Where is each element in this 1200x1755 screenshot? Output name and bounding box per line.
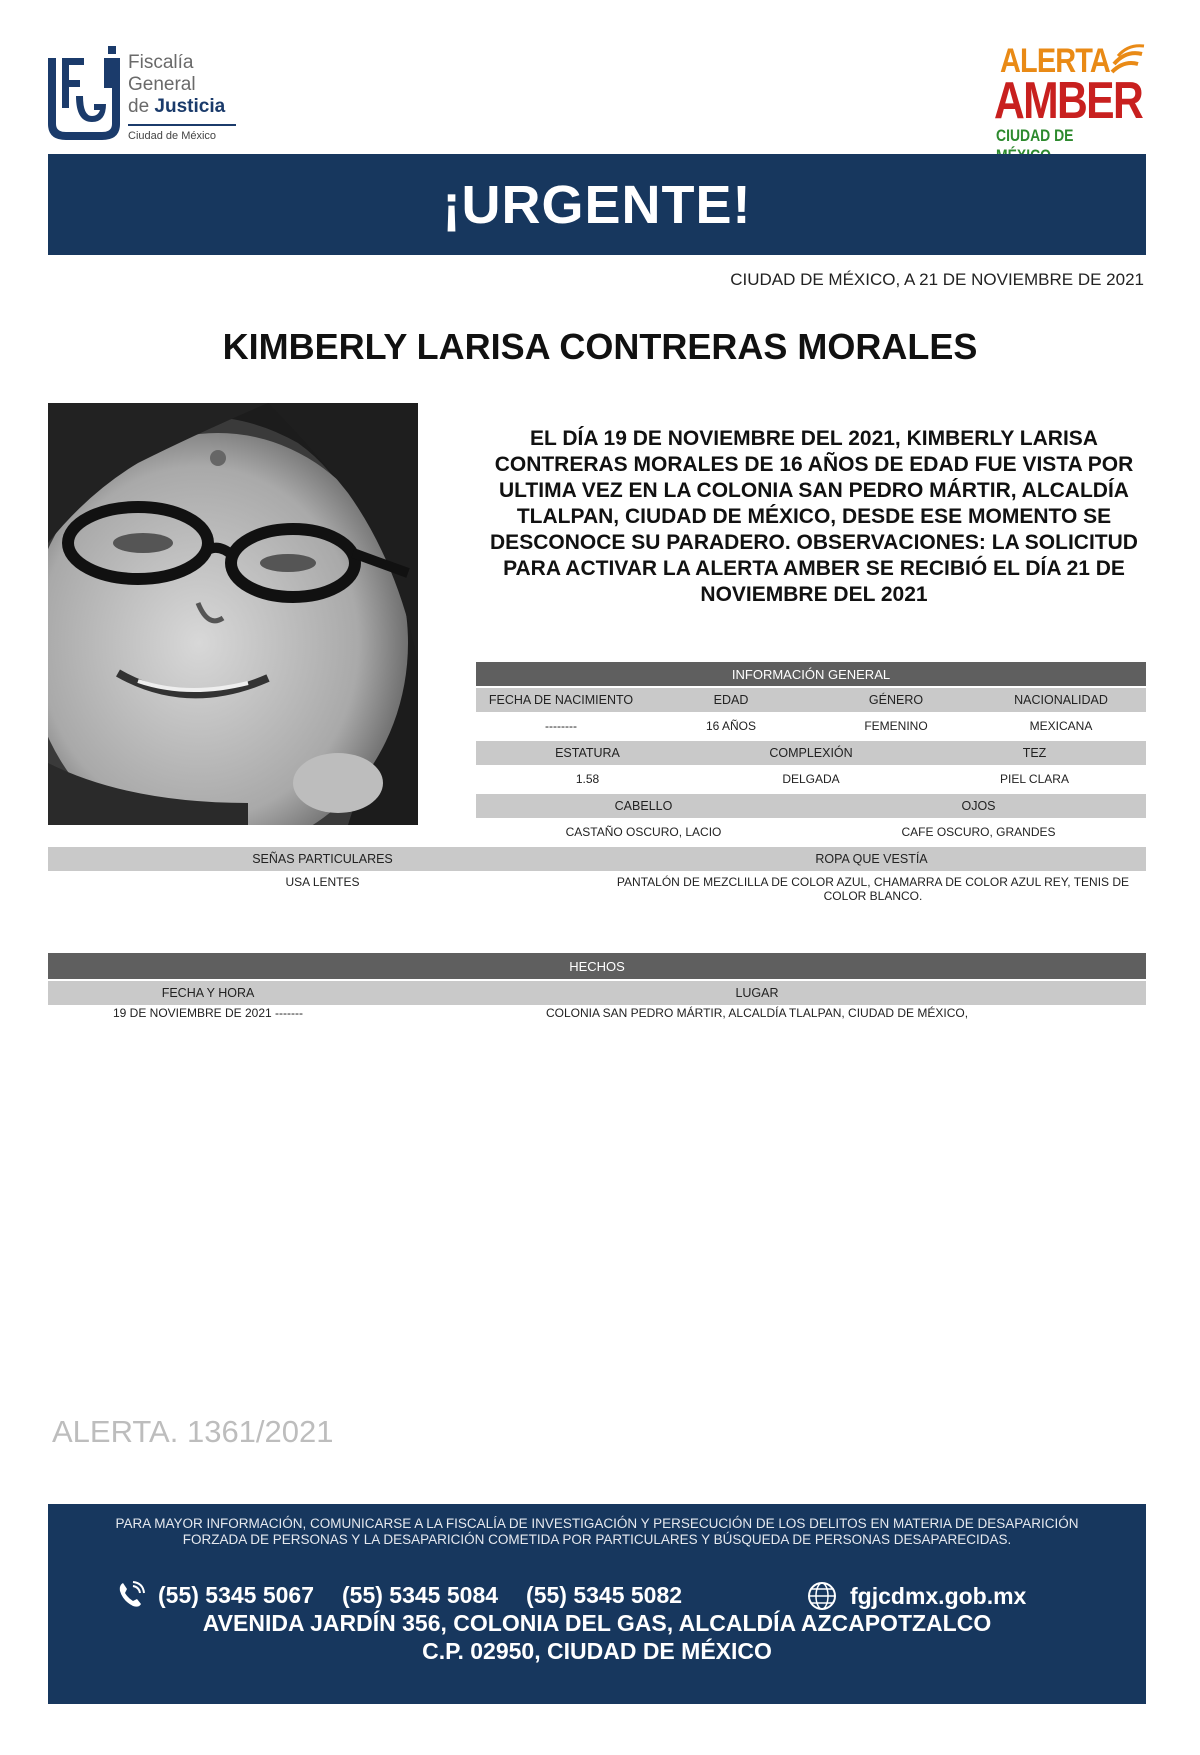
footer-phones (116, 1580, 710, 1610)
fgj-logo-line2: General (128, 74, 196, 95)
label-complexion: COMPLEXIÓN (769, 746, 853, 760)
fgj-logo-text (128, 52, 236, 142)
person-name: KIMBERLY LARISA CONTRERAS MORALES (222, 326, 978, 367)
label-ropa: ROPA QUE VESTÍA (815, 852, 928, 866)
phone-number-3: (55) 5345 5082 (526, 1581, 683, 1608)
footer-info (48, 1516, 1146, 1548)
value-genero: FEMENINO (864, 719, 928, 733)
info-row4-labels (48, 847, 1146, 871)
label-estatura: ESTATURA (555, 746, 620, 760)
hechos-header (48, 953, 1146, 979)
value-senas-particulares: USA LENTES (285, 875, 360, 889)
fgj-logo-line3-bold: Justicia (154, 96, 226, 117)
amber-logo-line2: AMBER (994, 72, 1143, 130)
footer-website (806, 1580, 1026, 1612)
info-row2-labels (476, 741, 1146, 765)
website-url[interactable]: fgjcdmx.gob.mx (850, 1582, 1027, 1609)
label-fecha-hora: FECHA Y HORA (161, 986, 255, 1000)
label-ojos: OJOS (961, 799, 996, 813)
person-photo-image (48, 403, 418, 825)
label-fecha-nacimiento: FECHA DE NACIMIENTO (488, 693, 634, 707)
label-nacionalidad: NACIONALIDAD (1014, 693, 1108, 707)
info-row1-labels (476, 688, 1146, 712)
info-row2-values (476, 767, 1146, 791)
label-senas-particulares: SEÑAS PARTICULARES (252, 852, 393, 866)
fgj-emblem-icon (48, 44, 120, 144)
label-cabello: CABELLO (614, 799, 673, 813)
fgj-logo-line3 (128, 96, 236, 118)
label-lugar: LUGAR (735, 986, 779, 1000)
hechos-values (48, 1002, 1146, 1024)
value-ojos: CAFE OSCURO, GRANDES (901, 825, 1056, 839)
footer-info-line1: PARA MAYOR INFORMACIÓN, COMUNICARSE A LA FISCALÍA DE INVESTIGACIÓN Y PERSECUCIÓN DE LOS DELITOS EN MATERIA DE DESAPARICIÓN (115, 1516, 1079, 1531)
info-general-header-text: INFORMACIÓN GENERAL (731, 666, 891, 682)
value-ropa: PANTALÓN DE MEZCLILLA DE COLOR AZUL, CHAMARRA DE COLOR AZUL REY, TENIS DE COLOR BLANCO. (616, 875, 1130, 903)
value-tez: PIEL CLARA (1000, 772, 1069, 786)
phone-number-1: (55) 5345 5067 (158, 1581, 315, 1608)
amber-logo-line3: CIUDAD DE (996, 126, 1074, 145)
footer (48, 1504, 1146, 1704)
case-description: EL DÍA 19 DE NOVIEMBRE DEL 2021, KIMBERLY LARISA CONTRERAS MORALES DE 16 AÑOS DE EDAD FUE VISTA POR ULTIMA VEZ EN LA COLONIA SAN PEDRO MÁRTIR, ALCALDÍA TLALPAN, CIUDAD DE MÉXICO, DESDE ESE MOMENTO SE DESCONOCE SU PARADERO. OBSERVACIONES: LA SOLICITUD PARA ACTIVAR LA ALERTA AMBER SE RECIBIÓ EL DÍA 21 DE NOVIEMBRE DEL 2021 (490, 427, 1138, 606)
value-nacionalidad: MEXICANA (1029, 719, 1093, 733)
urgent-banner-text: ¡URGENTE! (442, 174, 752, 235)
date-line: CIUDAD DE MÉXICO, A 21 DE NOVIEMBRE DE 2021 (730, 270, 1144, 289)
phone-icon (116, 1580, 146, 1610)
info-row3-labels (476, 794, 1146, 818)
info-row1-values (476, 714, 1146, 738)
fgj-logo-line1: Fiscalía (128, 52, 194, 73)
phone-number-2: (55) 5345 5084 (342, 1581, 499, 1608)
urgent-banner (48, 154, 1146, 255)
globe-icon (806, 1580, 838, 1612)
fgj-logo-line3-prefix: de (128, 96, 155, 117)
footer-address-line2: C.P. 02950, CIUDAD DE MÉXICO (422, 1638, 772, 1664)
alert-number: ALERTA. 1361/2021 (52, 1414, 334, 1449)
fgj-logo (48, 44, 248, 144)
info-row3-values (476, 820, 1146, 844)
value-cabello: CASTAÑO OSCURO, LACIO (565, 825, 722, 839)
label-genero: GÉNERO (868, 693, 924, 707)
value-fecha-nacimiento: -------- (545, 719, 577, 733)
footer-address-line1: AVENIDA JARDÍN 356, COLONIA DEL GAS, ALCALDÍA AZCAPOTZALCO (202, 1610, 992, 1636)
value-lugar: COLONIA SAN PEDRO MÁRTIR, ALCALDÍA TLALPAN, CIUDAD DE MÉXICO, (545, 1006, 969, 1020)
label-edad: EDAD (713, 693, 749, 707)
info-general-header (476, 662, 1146, 686)
value-complexion: DELGADA (782, 772, 840, 786)
value-fecha-hora: 19 DE NOVIEMBRE DE 2021 ------- (112, 1006, 304, 1020)
label-tez: TEZ (1022, 746, 1047, 760)
value-edad: 16 AÑOS (705, 719, 757, 733)
person-photo (48, 403, 418, 825)
amber-logo-line1: ALERTA (1000, 42, 1110, 80)
footer-info-line2: FORZADA DE PERSONAS Y LA DESAPARICIÓN COMETIDA POR PARTICULARES Y BÚSQUEDA DE PERSONAS DESAPARECIDAS. (182, 1532, 1012, 1547)
value-estatura: 1.58 (575, 772, 600, 786)
info-row4-values (48, 872, 1146, 906)
fgj-logo-divider (128, 124, 236, 126)
hechos-header-text: HECHOS (569, 958, 625, 974)
alerta-amber-logo (990, 40, 1150, 150)
fgj-logo-line4: Ciudad de México (128, 130, 217, 142)
